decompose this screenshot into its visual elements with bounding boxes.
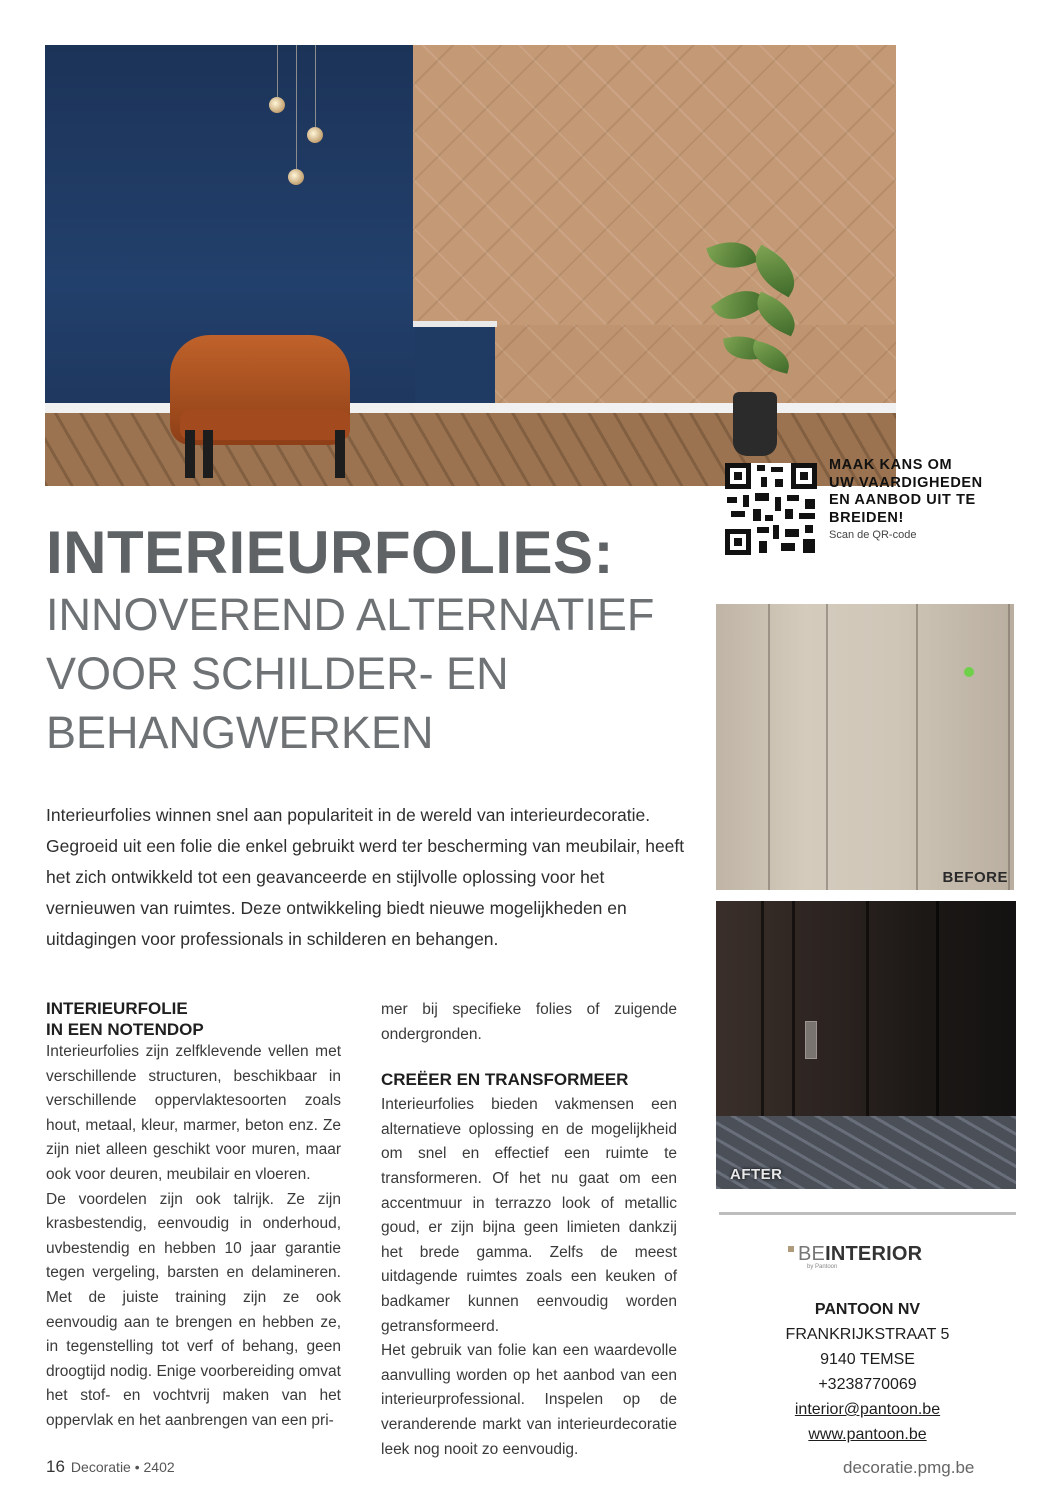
headline-sub-line: INNOVEREND ALTERNATIEF: [46, 589, 655, 640]
footer-left: [46, 1457, 175, 1477]
qr-title-line: BREIDEN!: [829, 509, 904, 526]
column-left: [46, 998, 341, 1434]
section-title-notendop: [46, 998, 341, 1040]
section-title-line: INTERIEURFOLIE: [46, 999, 188, 1018]
company-name: PANTOON NV: [814, 1301, 921, 1318]
column-middle: [381, 998, 677, 1462]
after-photo: [716, 901, 1016, 1189]
before-photo: [716, 604, 1014, 890]
headline-sub-line: VOOR SCHILDER- EN: [46, 648, 509, 699]
before-label: BEFORE: [942, 869, 1008, 886]
paragraph: Het gebruik van folie kan een waardevolle aanvulling worden op het aanbod van een interieurprofessional. Inspelen op de veranderende markt van interieurdecoratie leek nog nooit zo eenvoudig.: [381, 1342, 677, 1458]
beinterior-logo: [790, 1243, 940, 1275]
footer-site-link[interactable]: decoratie.pmg.be: [843, 1458, 975, 1477]
qr-code[interactable]: [725, 463, 817, 555]
contact-block: [719, 1297, 1016, 1447]
logo-mark-icon: [788, 1246, 794, 1252]
headline-subtitle: [46, 585, 706, 762]
qr-callout-subtitle: Scan de QR-code: [829, 529, 917, 541]
phone-number: +3238770069: [818, 1376, 917, 1393]
logo-prefix: BE: [798, 1243, 826, 1265]
after-label: AFTER: [730, 1166, 783, 1183]
page-number: 16: [46, 1457, 65, 1476]
street-address: FRANKRIJKSTRAAT 5: [785, 1326, 950, 1343]
paragraph: De voordelen zijn ook talrijk. Ze zijn krasbestendig, eenvoudig in onderhoud, uvbestendig en hebben 10 jaar garantie tegen vergeling, barsten en delamineren. Met de juiste training zijn ze ook eenvoudig aan te brengen en hebben ze, in tegenstelling tot verf of behang, geen droogtijd nodig. Enige voorbereiding omvat het stof- en vochtvrij maken van het oppervlak en het aanbrengen van een pri-: [46, 1190, 341, 1429]
qr-callout-title: [829, 457, 1019, 527]
logo-tagline: by Pantoon: [807, 1264, 838, 1270]
city-address: 9140 TEMSE: [820, 1351, 915, 1368]
hero-photo: [45, 45, 896, 486]
article-headline: [46, 521, 706, 762]
publication-issue: Decoratie • 2402: [70, 1459, 175, 1475]
headline-main: INTERIEURFOLIES:: [46, 519, 615, 586]
logo-name: INTERIOR: [825, 1243, 923, 1265]
paragraph-continuation: mer bij specifieke folies of zuigende ondergronden.: [381, 1001, 677, 1043]
website-link[interactable]: www.pantoon.be: [808, 1426, 927, 1443]
qr-title-line: MAAK KANS OM: [829, 457, 953, 473]
article-intro: Interieurfolies winnen snel aan populariteit in de wereld van interieurdecoratie. Gegroeid uit een folie die enkel gebruikt werd ter bescherming van meubilair, heeft het zich ontwikkeld tot een geavanceerde en stijlvolle oplossing voor het vernieuwen van ruimtes. Deze ontwikkeling biedt nieuwe mogelijkheden en uitdagingen voor professionals in schilderen en behangen.: [46, 805, 685, 949]
sidebar-divider: [719, 1212, 1016, 1215]
email-link[interactable]: interior@pantoon.be: [794, 1401, 941, 1418]
qr-callout: [829, 457, 1019, 541]
paragraph: Interieurfolies bieden vakmensen een alternatieve oplossing en de mogelijkheid om snel en effectief een ruimte te transformeren. Of het nu gaat om een accentmuur in terrazzo look of metallic goud, er zijn bijna geen limieten dankzij het brede gamma. Zelfs de meest uitdagende ruimtes zoals een keuken of badkamer kunnen eenvoudig worden getransformeerd.: [381, 1096, 677, 1335]
headline-sub-line: BEHANGWERKEN: [46, 707, 434, 758]
paragraph: Interieurfolies zijn zelfklevende vellen met verschillende structuren, beschikbaar in verschillende oppervlaktesoorten zoals hout, metaal, kleur, marmer, beton enz. Ze zijn niet alleen geschikt voor muren, maar ook voor deuren, meubilair en vloeren.: [46, 1043, 341, 1183]
section-title-line: IN EEN NOTENDOP: [46, 1020, 204, 1039]
qr-title-line: UW VAARDIGHEDEN: [829, 474, 983, 491]
section-title-creeer: CREËER EN TRANSFORMEER: [381, 1070, 629, 1090]
qr-title-line: EN AANBOD UIT TE: [829, 492, 976, 508]
